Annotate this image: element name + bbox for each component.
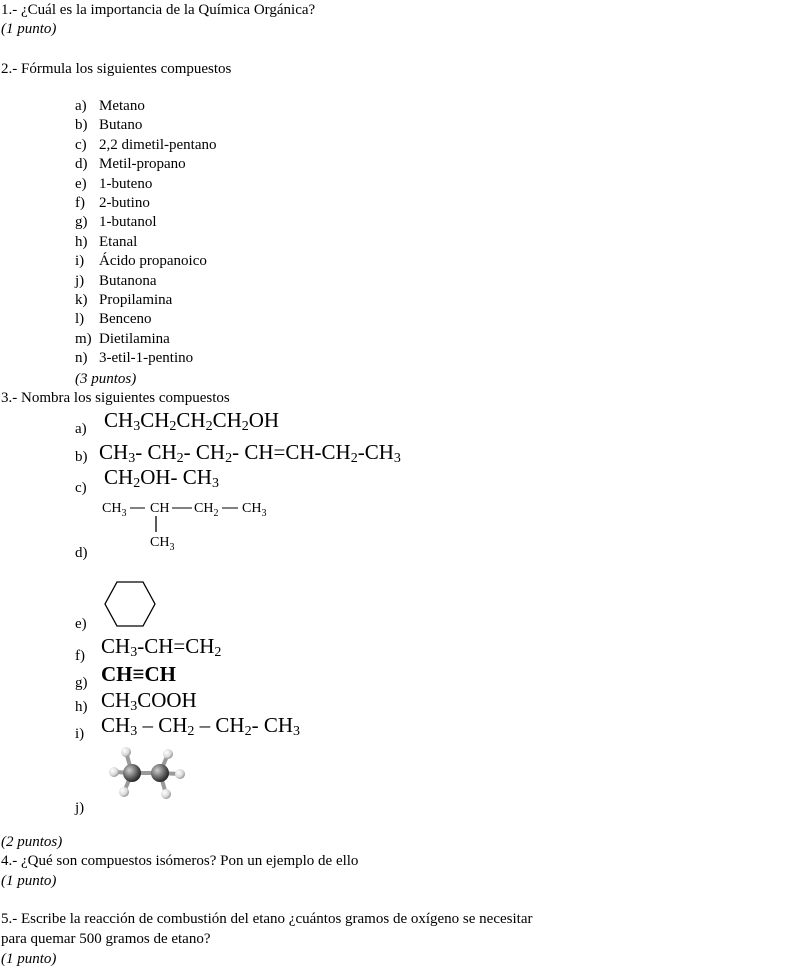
q3-formula-b: $CH_3-$ $CH_2-$ $CH_2-$ $CH=CH-CH_2-CH_3$ xyxy=(99,440,401,466)
question-3-text: 3.- Nombra los siguientes compuestos xyxy=(1,390,230,406)
q2-item-label: a) xyxy=(75,98,87,114)
question-1-text: 1.- ¿Cuál es la importancia de la Química Orgánica? xyxy=(1,2,316,18)
question-5-line-1: 5.- Escribe la reacción de combustión del etano ¿cuántos gramos de oxígeno se necesitar xyxy=(1,911,533,927)
q2-item-label: l) xyxy=(75,311,85,327)
q2-item-label: c) xyxy=(75,137,87,153)
branched-alkane-diagram xyxy=(100,498,280,558)
d-ch3-left: $CH_3$ xyxy=(102,501,127,519)
q3-label-h: h) xyxy=(75,699,88,715)
q3-formula-i: $CH_3 - CH_2 - CH_2-$ $CH_3$ xyxy=(101,713,300,739)
question-1-points: (1 punto) xyxy=(1,21,57,37)
q3-formula-c: $CH_2OH-$ $CH_3$ xyxy=(104,465,219,491)
q3-label-g: g) xyxy=(75,675,88,691)
q2-item-name: Dietilamina xyxy=(99,331,170,347)
q2-item-label: n) xyxy=(75,350,88,366)
q2-item-name: Ácido propanoico xyxy=(99,253,207,269)
question-4-points: (1 punto) xyxy=(1,873,57,889)
q2-item-label: m) xyxy=(75,331,92,347)
d-ch-center: CH xyxy=(150,501,170,516)
q2-item-name: 1-butanol xyxy=(99,214,157,230)
q2-item-label: f) xyxy=(75,195,85,211)
question-3-points: (2 puntos) xyxy=(1,834,63,850)
q3-formula-a: $CH_3CH_2CH_2CH_2OH$ xyxy=(104,408,280,434)
q2-item-name: Butano xyxy=(99,117,143,133)
q2-item-name: 3-etil-1-pentino xyxy=(99,350,194,366)
question-2-points: (3 puntos) xyxy=(75,371,137,387)
q3-label-c: c) xyxy=(75,480,87,496)
ethane-ball-stick-model xyxy=(104,742,190,804)
q3-label-a: a) xyxy=(75,421,87,437)
q3-label-i: i) xyxy=(75,726,85,742)
q2-item-name: Benceno xyxy=(99,311,152,327)
q3-label-f: f) xyxy=(75,648,85,664)
q3-label-e: e) xyxy=(75,616,87,632)
q2-item-name: Etanal xyxy=(99,234,138,250)
q3-formula-h: $CH_3COOH$ xyxy=(101,688,197,714)
q2-item-label: k) xyxy=(75,292,88,308)
q2-item-name: Propilamina xyxy=(99,292,173,308)
d-ch3-branch: $CH_3$ xyxy=(150,535,175,553)
q2-item-label: d) xyxy=(75,156,88,172)
q2-item-name: Metano xyxy=(99,98,145,114)
q2-item-label: g) xyxy=(75,214,88,230)
q3-formula-g: CH≡CH xyxy=(101,662,176,686)
q2-item-name: Metil-propano xyxy=(99,156,186,172)
q3-label-d: d) xyxy=(75,545,88,561)
d-ch2: $CH_2$ xyxy=(194,501,219,519)
q3-formula-f: $CH_3-CH=CH_2$ xyxy=(101,634,222,660)
q3-formula-d xyxy=(100,498,280,558)
q2-item-name: 2,2 dimetil-pentano xyxy=(99,137,217,153)
q2-item-label: j) xyxy=(75,273,85,289)
q2-item-label: b) xyxy=(75,117,88,133)
question-4-text: 4.- ¿Qué son compuestos isómeros? Pon un ejemplo de ello xyxy=(1,853,359,869)
q2-item-label: i) xyxy=(75,253,85,269)
q2-item-name: 2-butino xyxy=(99,195,150,211)
q2-item-name: Butanona xyxy=(99,273,157,289)
q2-item-label: e) xyxy=(75,176,87,192)
question-5-line-2: para quemar 500 gramos de etano? xyxy=(1,931,211,947)
q2-item-label: h) xyxy=(75,234,88,250)
q3-label-b: b) xyxy=(75,449,88,465)
q3-label-j: j) xyxy=(75,800,85,816)
q2-item-name: 1-buteno xyxy=(99,176,153,192)
question-5-points: (1 punto) xyxy=(1,951,57,967)
d-ch3-right: $CH_3$ xyxy=(242,501,267,519)
cyclohexane-hexagon-icon xyxy=(103,580,157,628)
question-2-text: 2.- Fórmula los siguientes compuestos xyxy=(1,61,232,77)
